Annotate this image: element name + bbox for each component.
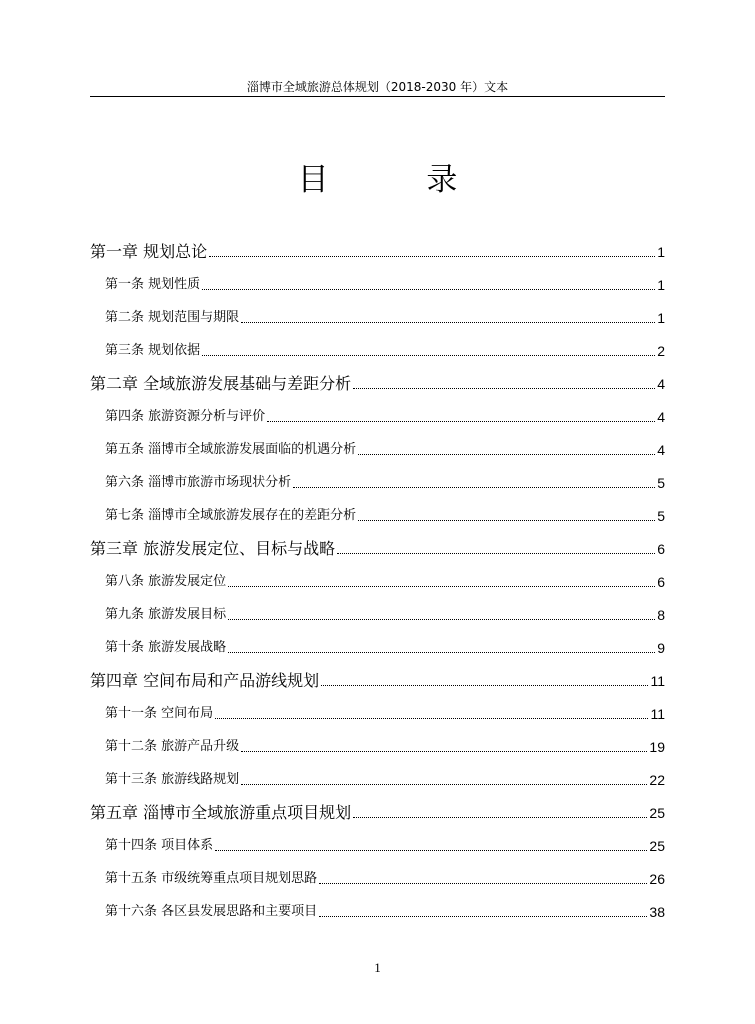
toc-article-entry[interactable] bbox=[90, 430, 665, 463]
toc-entry-page: 1 bbox=[657, 277, 665, 293]
toc-article-entry[interactable] bbox=[90, 496, 665, 529]
toc-article-entry[interactable] bbox=[90, 595, 665, 628]
toc-article-entry[interactable] bbox=[90, 859, 665, 892]
running-header: 淄博市全域旅游总体规划（2018-2030 年）文本 bbox=[246, 80, 509, 94]
toc-entry-page: 6 bbox=[657, 574, 665, 590]
toc-chapter-entry[interactable] bbox=[90, 529, 665, 562]
page-number: 1 bbox=[374, 960, 381, 975]
toc-leader-dots bbox=[321, 685, 648, 686]
toc-entry-page: 19 bbox=[649, 739, 665, 755]
toc-leader-dots bbox=[358, 454, 655, 455]
toc-entry-page: 11 bbox=[650, 706, 665, 722]
toc-article-entry[interactable] bbox=[90, 760, 665, 793]
toc-entry-page: 25 bbox=[649, 838, 665, 854]
toc-leader-dots bbox=[228, 586, 655, 587]
toc-leader-dots bbox=[353, 817, 647, 818]
toc-entry-label: 第十三条 旅游线路规划 bbox=[105, 772, 240, 787]
page-title: 目 录 bbox=[297, 162, 502, 198]
toc-entry-label: 第五章 淄博市全域旅游重点项目规划 bbox=[90, 803, 352, 822]
toc-leader-dots bbox=[241, 784, 647, 785]
toc-article-entry[interactable] bbox=[90, 265, 665, 298]
toc-entry-page: 1 bbox=[657, 244, 665, 260]
toc-leader-dots bbox=[319, 916, 647, 917]
toc-entry-page: 38 bbox=[649, 904, 665, 920]
toc-leader-dots bbox=[209, 256, 655, 257]
toc-entry-label: 第六条 淄博市旅游市场现状分析 bbox=[105, 475, 292, 490]
toc-entry-label: 第三条 规划依据 bbox=[105, 343, 201, 358]
toc-entry-label: 第十六条 各区县发展思路和主要项目 bbox=[105, 904, 318, 919]
toc-entry-page: 9 bbox=[657, 640, 665, 656]
toc-entry-label: 第十二条 旅游产品升级 bbox=[105, 739, 240, 754]
toc-entry-page: 2 bbox=[657, 343, 665, 359]
toc-entry-page: 25 bbox=[649, 805, 665, 821]
toc-entry-label: 第十条 旅游发展战略 bbox=[105, 640, 227, 655]
toc-article-entry[interactable] bbox=[90, 331, 665, 364]
toc-leader-dots bbox=[241, 322, 655, 323]
toc-article-entry[interactable] bbox=[90, 463, 665, 496]
toc-entry-label: 第四章 空间布局和产品游线规划 bbox=[90, 671, 320, 690]
toc-article-entry[interactable] bbox=[90, 892, 665, 925]
toc-entry-label: 第一章 规划总论 bbox=[90, 242, 208, 261]
toc-entry-page: 26 bbox=[649, 871, 665, 887]
toc-article-entry[interactable] bbox=[90, 298, 665, 331]
toc-article-entry[interactable] bbox=[90, 826, 665, 859]
toc-article-entry[interactable] bbox=[90, 628, 665, 661]
toc-leader-dots bbox=[228, 619, 655, 620]
toc-entry-page: 6 bbox=[657, 541, 665, 557]
toc-leader-dots bbox=[337, 553, 655, 554]
toc-leader-dots bbox=[202, 355, 655, 356]
toc-article-entry[interactable] bbox=[90, 727, 665, 760]
toc-entry-page: 5 bbox=[657, 508, 665, 524]
toc-entry-page: 22 bbox=[649, 772, 665, 788]
toc-entry-label: 第四条 旅游资源分析与评价 bbox=[105, 409, 266, 424]
toc-entry-page: 8 bbox=[657, 607, 665, 623]
toc-article-entry[interactable] bbox=[90, 397, 665, 430]
toc-leader-dots bbox=[228, 652, 655, 653]
toc-chapter-entry[interactable] bbox=[90, 232, 665, 265]
toc-entry-page: 5 bbox=[657, 475, 665, 491]
toc-article-entry[interactable] bbox=[90, 562, 665, 595]
toc-chapter-entry[interactable] bbox=[90, 364, 665, 397]
toc-entry-label: 第十四条 项目体系 bbox=[105, 838, 214, 853]
toc-entry-label: 第二章 全域旅游发展基础与差距分析 bbox=[90, 374, 352, 393]
toc-leader-dots bbox=[293, 487, 655, 488]
toc-leader-dots bbox=[202, 289, 655, 290]
toc-entry-label: 第九条 旅游发展目标 bbox=[105, 607, 227, 622]
toc-article-entry[interactable] bbox=[90, 694, 665, 727]
toc-entry-label: 第二条 规划范围与期限 bbox=[105, 310, 240, 325]
table-of-contents bbox=[90, 232, 665, 925]
toc-entry-label: 第十一条 空间布局 bbox=[105, 706, 214, 721]
toc-entry-label: 第十五条 市级统筹重点项目规划思路 bbox=[105, 871, 318, 886]
toc-entry-page: 11 bbox=[650, 673, 665, 689]
toc-leader-dots bbox=[267, 421, 655, 422]
toc-entry-page: 4 bbox=[657, 442, 665, 458]
toc-entry-label: 第一条 规划性质 bbox=[105, 277, 201, 292]
toc-entry-label: 第五条 淄博市全域旅游发展面临的机遇分析 bbox=[105, 442, 357, 457]
toc-entry-label: 第八条 旅游发展定位 bbox=[105, 574, 227, 589]
toc-entry-page: 1 bbox=[657, 310, 665, 326]
header-divider bbox=[90, 96, 665, 97]
toc-leader-dots bbox=[319, 883, 647, 884]
toc-entry-label: 第三章 旅游发展定位、目标与战略 bbox=[90, 539, 336, 558]
toc-leader-dots bbox=[358, 520, 655, 521]
toc-entry-page: 4 bbox=[657, 409, 665, 425]
toc-leader-dots bbox=[215, 850, 647, 851]
toc-leader-dots bbox=[215, 718, 648, 719]
toc-entry-page: 4 bbox=[657, 376, 665, 392]
toc-entry-label: 第七条 淄博市全域旅游发展存在的差距分析 bbox=[105, 508, 357, 523]
toc-chapter-entry[interactable] bbox=[90, 793, 665, 826]
toc-leader-dots bbox=[241, 751, 647, 752]
toc-chapter-entry[interactable] bbox=[90, 661, 665, 694]
toc-leader-dots bbox=[353, 388, 655, 389]
